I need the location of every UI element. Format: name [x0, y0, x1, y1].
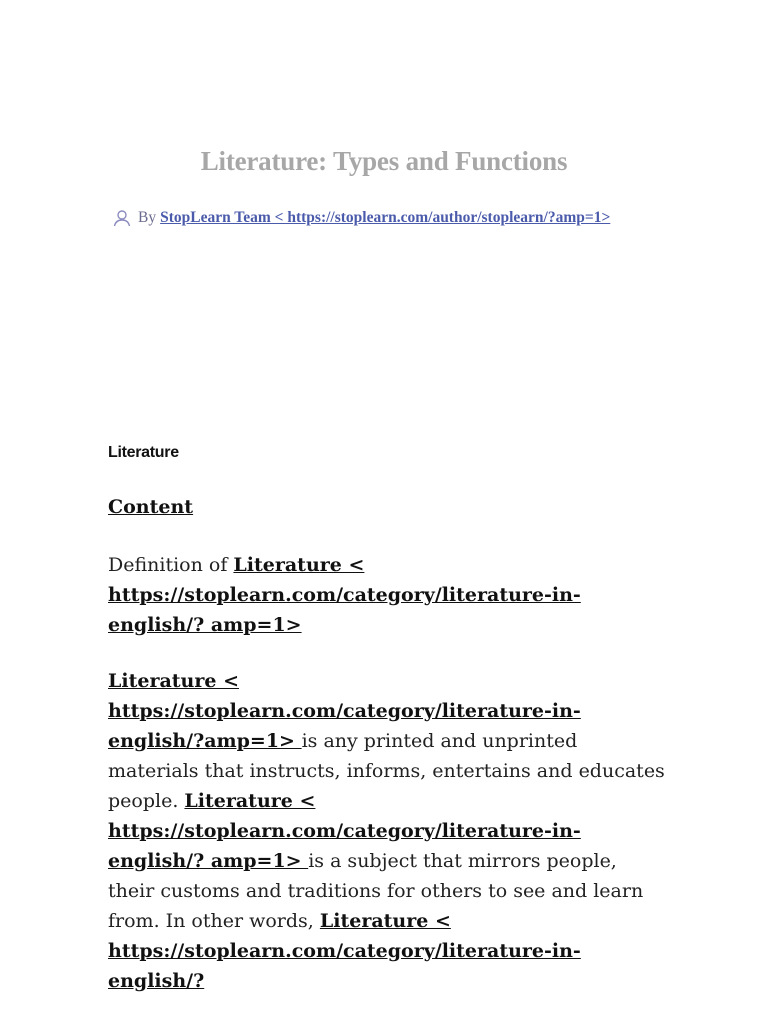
literature-category-link[interactable]: Literature < https://stoplearn.com/category/literature-in-english/?amp=1> [108, 670, 581, 752]
author-link[interactable]: StopLearn Team < https://stoplearn.com/author/stoplearn/?amp=1> [160, 209, 611, 226]
definition-lead-text: Definition of [108, 554, 234, 576]
literature-category-link[interactable]: Literature < https://stoplearn.com/category/literature-in-english/? amp=1> [108, 554, 581, 636]
section-label: Literature [108, 444, 179, 461]
literature-description-paragraph [108, 666, 668, 996]
paragraph-text: is any printed and unprinted materials that instructs, informs, entertains and educates people. [108, 730, 665, 812]
content-heading: Content [108, 496, 194, 518]
definition-paragraph [108, 550, 668, 640]
page-title: Literature: Types and Functions [200, 146, 568, 176]
byline-by-label: By [138, 209, 157, 226]
paragraph-text: is a subject that mirrors people, their customs and traditions for others to see and learn from. In other words, [108, 850, 644, 932]
byline [112, 208, 712, 228]
literature-category-link[interactable]: Literature < https://stoplearn.com/category/literature-in-english/? amp=1> [108, 790, 581, 872]
user-icon [112, 208, 132, 228]
literature-category-link[interactable]: Literature < https://stoplearn.com/category/literature-in-english/? [108, 910, 581, 992]
